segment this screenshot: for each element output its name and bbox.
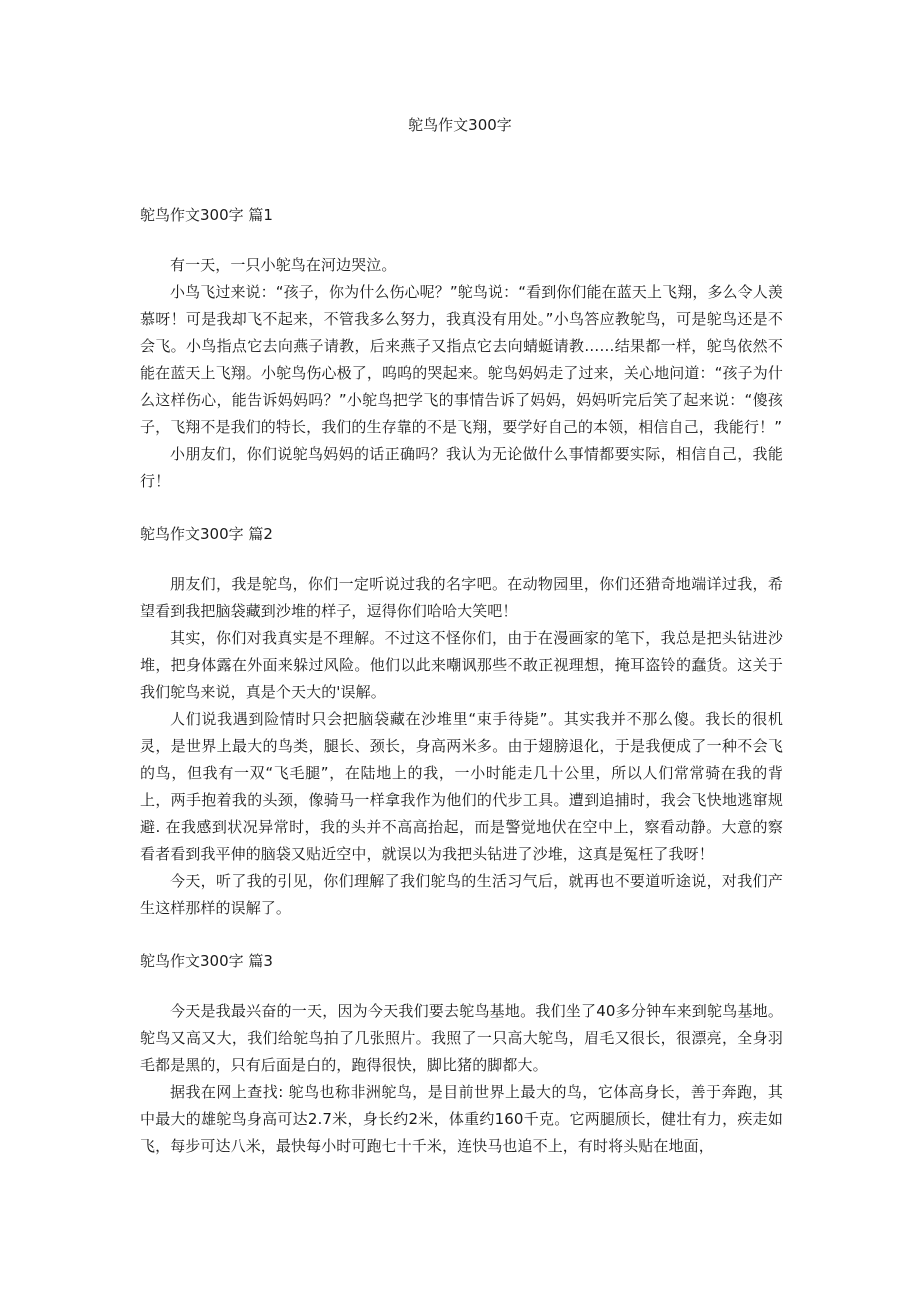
paragraph: 今天，听了我的引见，你们理解了我们鸵鸟的生活习气后，就再也不要道听途说，对我们产生这样那样的误解了。 <box>140 872 783 917</box>
paragraph: 今天是我最兴奋的一天，因为今天我们要去鸵鸟基地。我们坐了40多分钟车来到鸵鸟基地。鸵鸟又高又大，我们给鸵鸟拍了几张照片。我照了一只高大鸵鸟，眉毛又很长，很漂亮，全身羽毛都是黑的，只有后面是白的，跑得很快，脚比猪的脚都大。 <box>140 1002 783 1074</box>
section-body <box>140 998 783 1160</box>
section-heading: 鸵鸟作文300字 篇1 <box>140 206 273 224</box>
section-body <box>140 571 783 922</box>
section-body <box>140 252 783 495</box>
paragraph: 据我在网上查找: 鸵鸟也称非洲鸵鸟，是目前世界上最大的鸟，它体高身长，善于奔跑，其中最大的雄鸵鸟身高可达2.7米，身长约2米，体重约160千克。它两腿颀长，健壮有力，疾走如飞，每步可达八米，最快每小时可跑七十千米，连快马也追不上，有时将头贴在地面， <box>140 1083 783 1155</box>
document-content <box>140 204 783 1160</box>
section-heading: 鸵鸟作文300字 篇2 <box>140 525 273 543</box>
paragraph: 其实，你们对我真实是不理解。不过这不怪你们，由于在漫画家的笔下，我总是把头钻进沙堆，把身体露在外面来躲过风险。他们以此来嘲讽那些不敢正视理想，掩耳盗铃的蠢货。这关于我们鸵鸟来说，真是个天大的'误解。 <box>140 629 783 701</box>
section-3 <box>140 950 783 1160</box>
section-1 <box>140 204 783 495</box>
section-heading: 鸵鸟作文300字 篇3 <box>140 952 273 970</box>
paragraph: 有一天，一只小鸵鸟在河边哭泣。 <box>170 256 397 274</box>
paragraph: 人们说我遇到险情时只会把脑袋藏在沙堆里“束手待毙”。其实我并不那么傻。我长的很机灵，是世界上最大的鸟类，腿长、颈长，身高两米多。由于翅膀退化，于是我便成了一种不会飞的鸟，但我有一双“飞毛腿”，在陆地上的我，一小时能走几十公里，所以人们常常骑在我的背上，两手抱着我的头颈，像骑马一样拿我作为他们的代步工具。遭到追捕时，我会飞快地逃窜规避. 在我感到状况异常时，我的头并不高高抬起，而是警觉地伏在空中上，察看动静。大意的察看者看到我平伸的脑袋又贴近空中，就误以为我把头钻进了沙堆，这真是冤枉了我呀！ <box>140 710 783 863</box>
paragraph: 小朋友们，你们说鸵鸟妈妈的话正确吗？我认为无论做什么事情都要实际，相信自己，我能行！ <box>140 445 783 490</box>
paragraph: 朋友们，我是鸵鸟，你们一定听说过我的名字吧。在动物园里，你们还猎奇地端详过我，希望看到我把脑袋藏到沙堆的样子，逗得你们哈哈大笑吧！ <box>140 575 783 620</box>
section-2 <box>140 523 783 922</box>
document-title: 鸵鸟作文300字 <box>408 116 512 134</box>
paragraph: 小鸟飞过来说：“孩子，你为什么伤心呢？”鸵鸟说：“看到你们能在蓝天上飞翔，多么令人羡慕呀！可是我却飞不起来，不管我多么努力，我真没有用处。”小鸟答应教鸵鸟，可是鸵鸟还是不会飞。小鸟指点它去向燕子请教，后来燕子又指点它去向蜻蜓请教……结果都一样，鸵鸟依然不能在蓝天上飞翔。小鸵鸟伤心极了，呜呜的哭起来。鸵鸟妈妈走了过来，关心地问道：“孩子为什么这样伤心，能告诉妈妈吗？”小鸵鸟把学飞的事情告诉了妈妈，妈妈听完后笑了起来说：“傻孩子，飞翔不是我们的特长，我们的生存靠的不是飞翔，要学好自己的本领，相信自己，我能行！” <box>140 283 783 436</box>
